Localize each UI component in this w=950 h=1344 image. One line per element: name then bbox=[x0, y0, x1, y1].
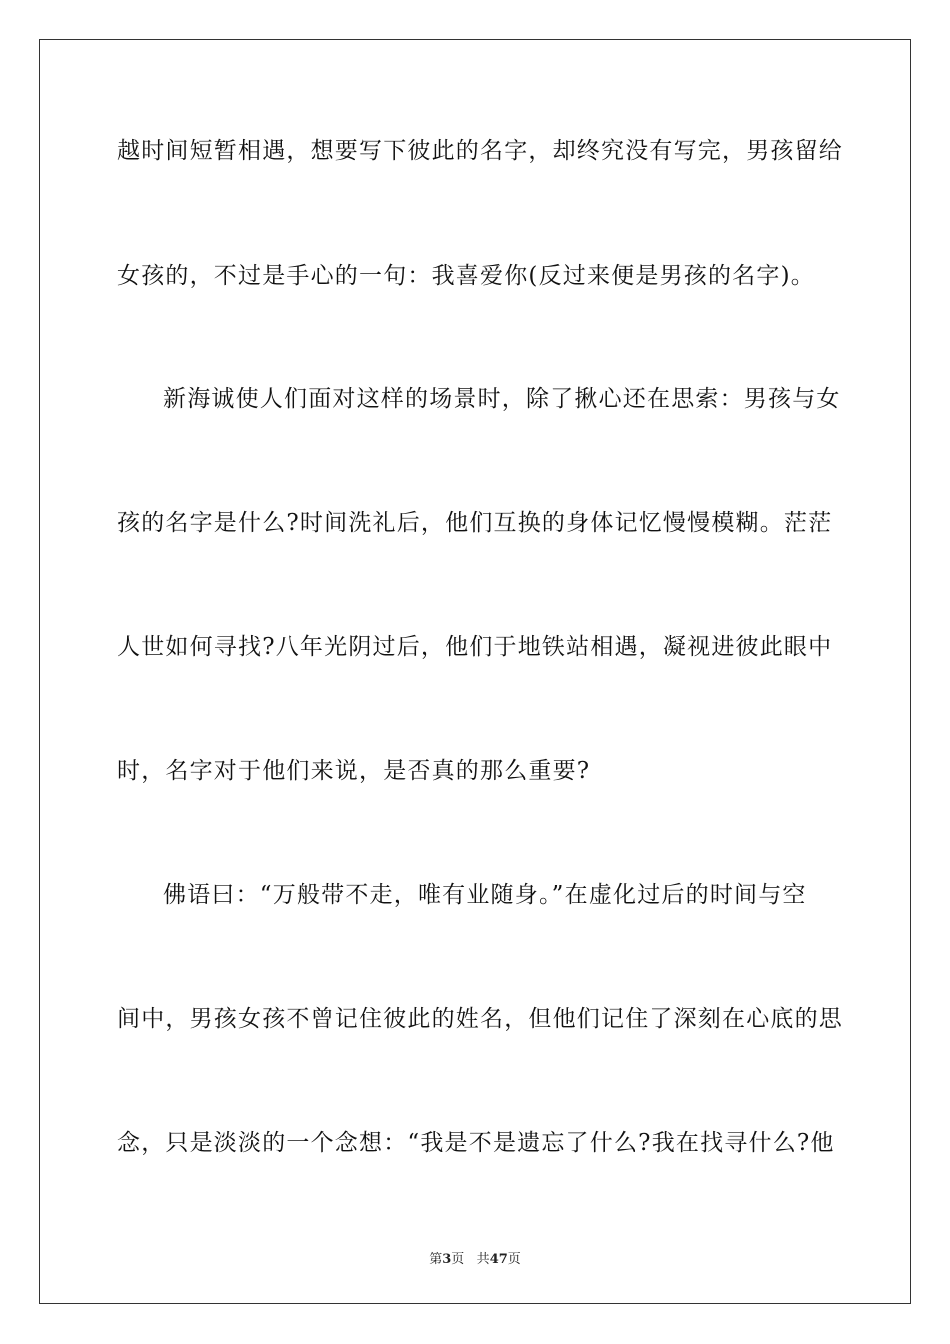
body-line: 越时间短暂相遇，想要写下彼此的名字，却终究没有写完，男孩留给 bbox=[117, 138, 843, 164]
current-page-number: 3 bbox=[442, 1252, 452, 1267]
page-border bbox=[39, 39, 911, 1304]
body-line: 孩的名字是什么?时间洗礼后，他们互换的身体记忆慢慢模糊。茫茫 bbox=[117, 510, 833, 536]
body-line: 女孩的，不过是手心的一句：我喜爱你(反过来便是男孩的名字)。 bbox=[117, 263, 815, 289]
footer-total-prefix: 共 bbox=[476, 1252, 490, 1267]
footer-total-suffix: 页 bbox=[507, 1252, 521, 1267]
footer-prefix: 第 bbox=[429, 1252, 443, 1267]
page-footer bbox=[0, 1248, 950, 1267]
body-line: 新海诚使人们面对这样的场景时，除了揪心还在思索：男孩与女 bbox=[163, 386, 841, 412]
total-pages-number: 47 bbox=[489, 1252, 508, 1267]
body-line: 佛语曰：“万般带不走，唯有业随身。”在虚化过后的时间与空 bbox=[163, 882, 807, 908]
body-line: 念，只是淡淡的一个念想：“我是不是遗忘了什么?我在找寻什么?他 bbox=[117, 1130, 835, 1156]
footer-page-suffix: 页 bbox=[451, 1252, 465, 1267]
body-line: 时，名字对于他们来说，是否真的那么重要? bbox=[117, 758, 591, 784]
body-line: 间中，男孩女孩不曾记住彼此的姓名，但他们记住了深刻在心底的思 bbox=[117, 1006, 843, 1032]
body-line: 人世如何寻找?八年光阴过后，他们于地铁站相遇，凝视进彼此眼中 bbox=[117, 634, 833, 660]
